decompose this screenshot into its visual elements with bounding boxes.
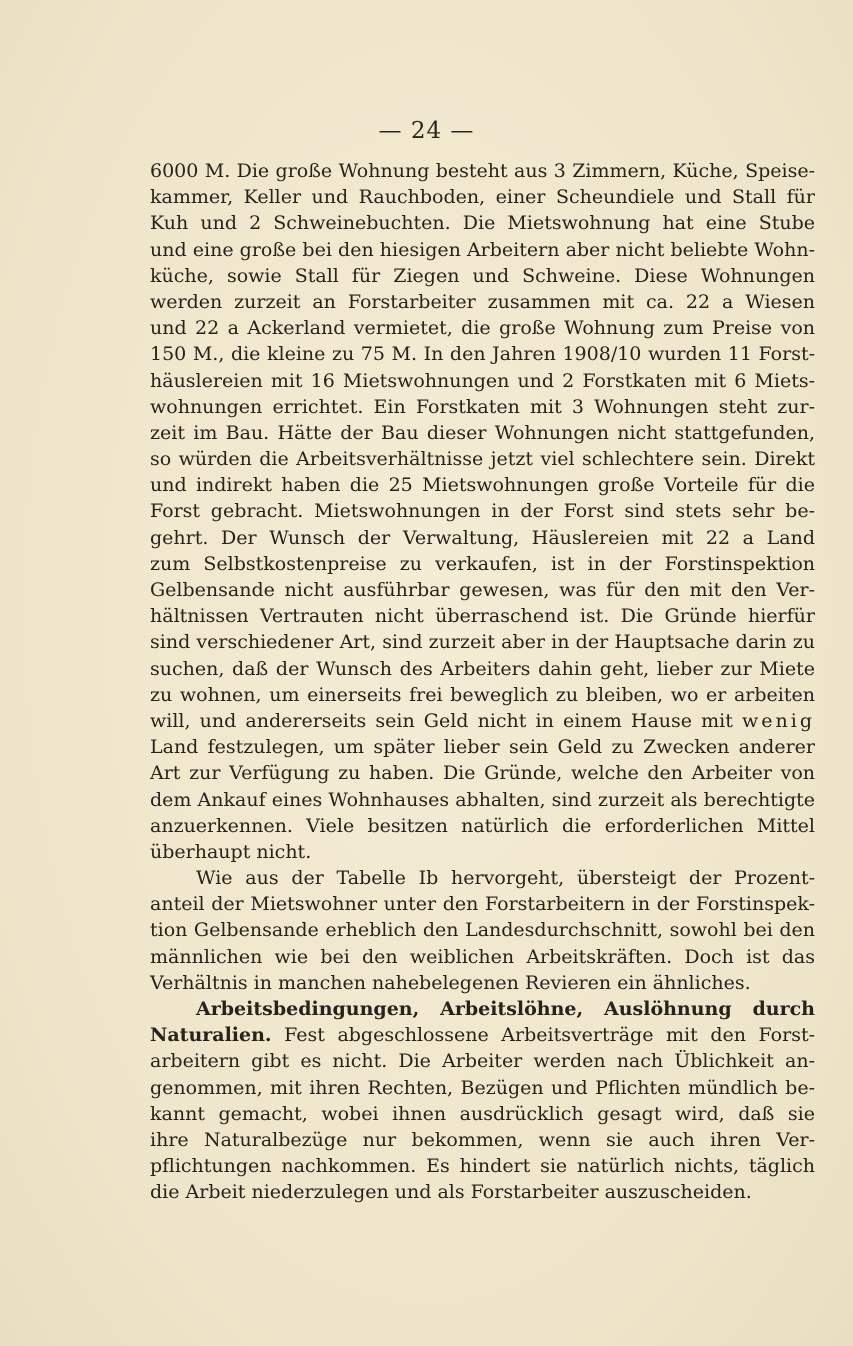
text-line: Gelbensande nicht ausführbar gewesen, was für den mit den Ver- [150,579,815,601]
text-line: 150 M., die kleine zu 75 M. In den Jahren 1908/10 wurden 11 Forst- [150,343,815,366]
text-line: sind verschiedener Art, sind zurzeit aber in der Hauptsache darin zu [150,631,815,654]
text-line: Forst gebracht. Mietswohnungen in der Forst sind stets sehr be- [150,500,815,523]
text-line: Verhältnis in manchen nahebelegenen Revieren ein ähnliches. [150,971,751,994]
text-line: wohnungen errichtet. Ein Forstkaten mit 3 Wohnungen steht zur- [150,395,815,418]
page-number: — 24 — [378,118,475,144]
text-span: Fest abgeschlossene Arbeitsverträge mit den Forst- [271,1024,815,1047]
text-line: dem Ankauf eines Wohnhauses abhalten, sind zurzeit als berechtigte [150,788,815,811]
text-line: suchen, daß der Wunsch des Arbeiters dahin geht, lieber zur Miete [150,657,815,680]
body-text [150,158,815,1206]
text-line: und 22 a Ackerland vermietet, die große Wohnung zum Preise von [150,317,815,340]
text-line [150,1022,815,1048]
text-line: ihre Naturalbezüge nur bekommen, wenn sie auch ihren Ver- [150,1128,815,1151]
text-line: gehrt. Der Wunsch der Verwaltung, Häuslereien mit 22 a Land [150,526,815,549]
text-line: arbeitern gibt es nicht. Die Arbeiter werden nach Üblichkeit an- [150,1050,815,1073]
text-line: kammer, Keller und Rauchboden, einer Scheundiele und Stall für [150,186,815,209]
text-line: die Arbeit niederzulegen und als Forstarbeiter auszuscheiden. [150,1181,752,1204]
text-line: küche, sowie Stall für Ziegen und Schweine. Diese Wohnungen [150,264,815,287]
text-line: tion Gelbensande erheblich den Landesdurchschnitt, sowohl bei den [150,919,815,942]
text-line: anzuerkennen. Viele besitzen natürlich die erforderlichen Mittel [150,814,815,837]
text-line: Land festzulegen, um später lieber sein Geld zu Zwecken anderer [150,736,815,759]
text-line: zum Selbstkostenpreise zu verkaufen, ist in der Forstinspektion [150,552,815,575]
text-line: und indirekt haben die 25 Mietswohnungen große Vorteile für die [150,474,815,497]
text-line: werden zurzeit an Forstarbeiter zusammen mit ca. 22 a Wiesen [150,290,815,313]
text-line [150,708,815,734]
text-span: will, und andererseits sein Geld nicht in einem Hause mit [150,709,733,732]
text-line: hältnissen Vertrauten nicht überraschend ist. Die Gründe hierfür [150,605,815,628]
text-line: anteil der Mietswohner unter den Forstarbeitern in der Forstinspek- [150,893,815,916]
section-heading-end: Naturalien. [150,1024,272,1047]
text-line: pflichtungen nachkommen. Es hindert sie natürlich nichts, täglich [150,1155,815,1178]
spaced-emphasis: wenig [742,709,815,732]
text-line: kannt gemacht, wobei ihnen ausdrücklich gesagt wird, daß sie [150,1102,815,1125]
text-line: männlichen wie bei den weiblichen Arbeitskräften. Doch ist das [150,945,815,968]
paragraph-start-line: Wie aus der Tabelle Ib hervorgeht, übersteigt der Prozent- [196,867,815,890]
text-line: Art zur Verfügung zu haben. Die Gründe, welche den Arbeiter von [150,762,815,785]
text-line: 6000 M. Die große Wohnung besteht aus 3 Zimmern, Küche, Speise- [150,160,815,182]
section-heading: Arbeitsbedingungen, Arbeitslöhne, Auslöhnung durch [196,998,815,1020]
text-line: so würden die Arbeitsverhältnisse jetzt viel schlechtere sein. Direkt [150,448,815,471]
text-line: genommen, mit ihren Rechten, Bezügen und Pflichten mündlich be- [150,1076,815,1099]
text-line: Kuh und 2 Schweinebuchten. Die Mietswohnung hat eine Stube [150,212,815,235]
text-line: überhaupt nicht. [150,840,312,863]
text-line: häuslereien mit 16 Mietswohnungen und 2 Forstkaten mit 6 Miets- [150,369,815,392]
text-line: zeit im Bau. Hätte der Bau dieser Wohnungen nicht stattgefunden, [150,421,815,444]
text-line: und eine große bei den hiesigen Arbeitern aber nicht beliebte Wohn- [150,238,815,261]
text-line: zu wohnen, um einerseits frei beweglich zu bleiben, wo er arbeiten [150,683,815,706]
